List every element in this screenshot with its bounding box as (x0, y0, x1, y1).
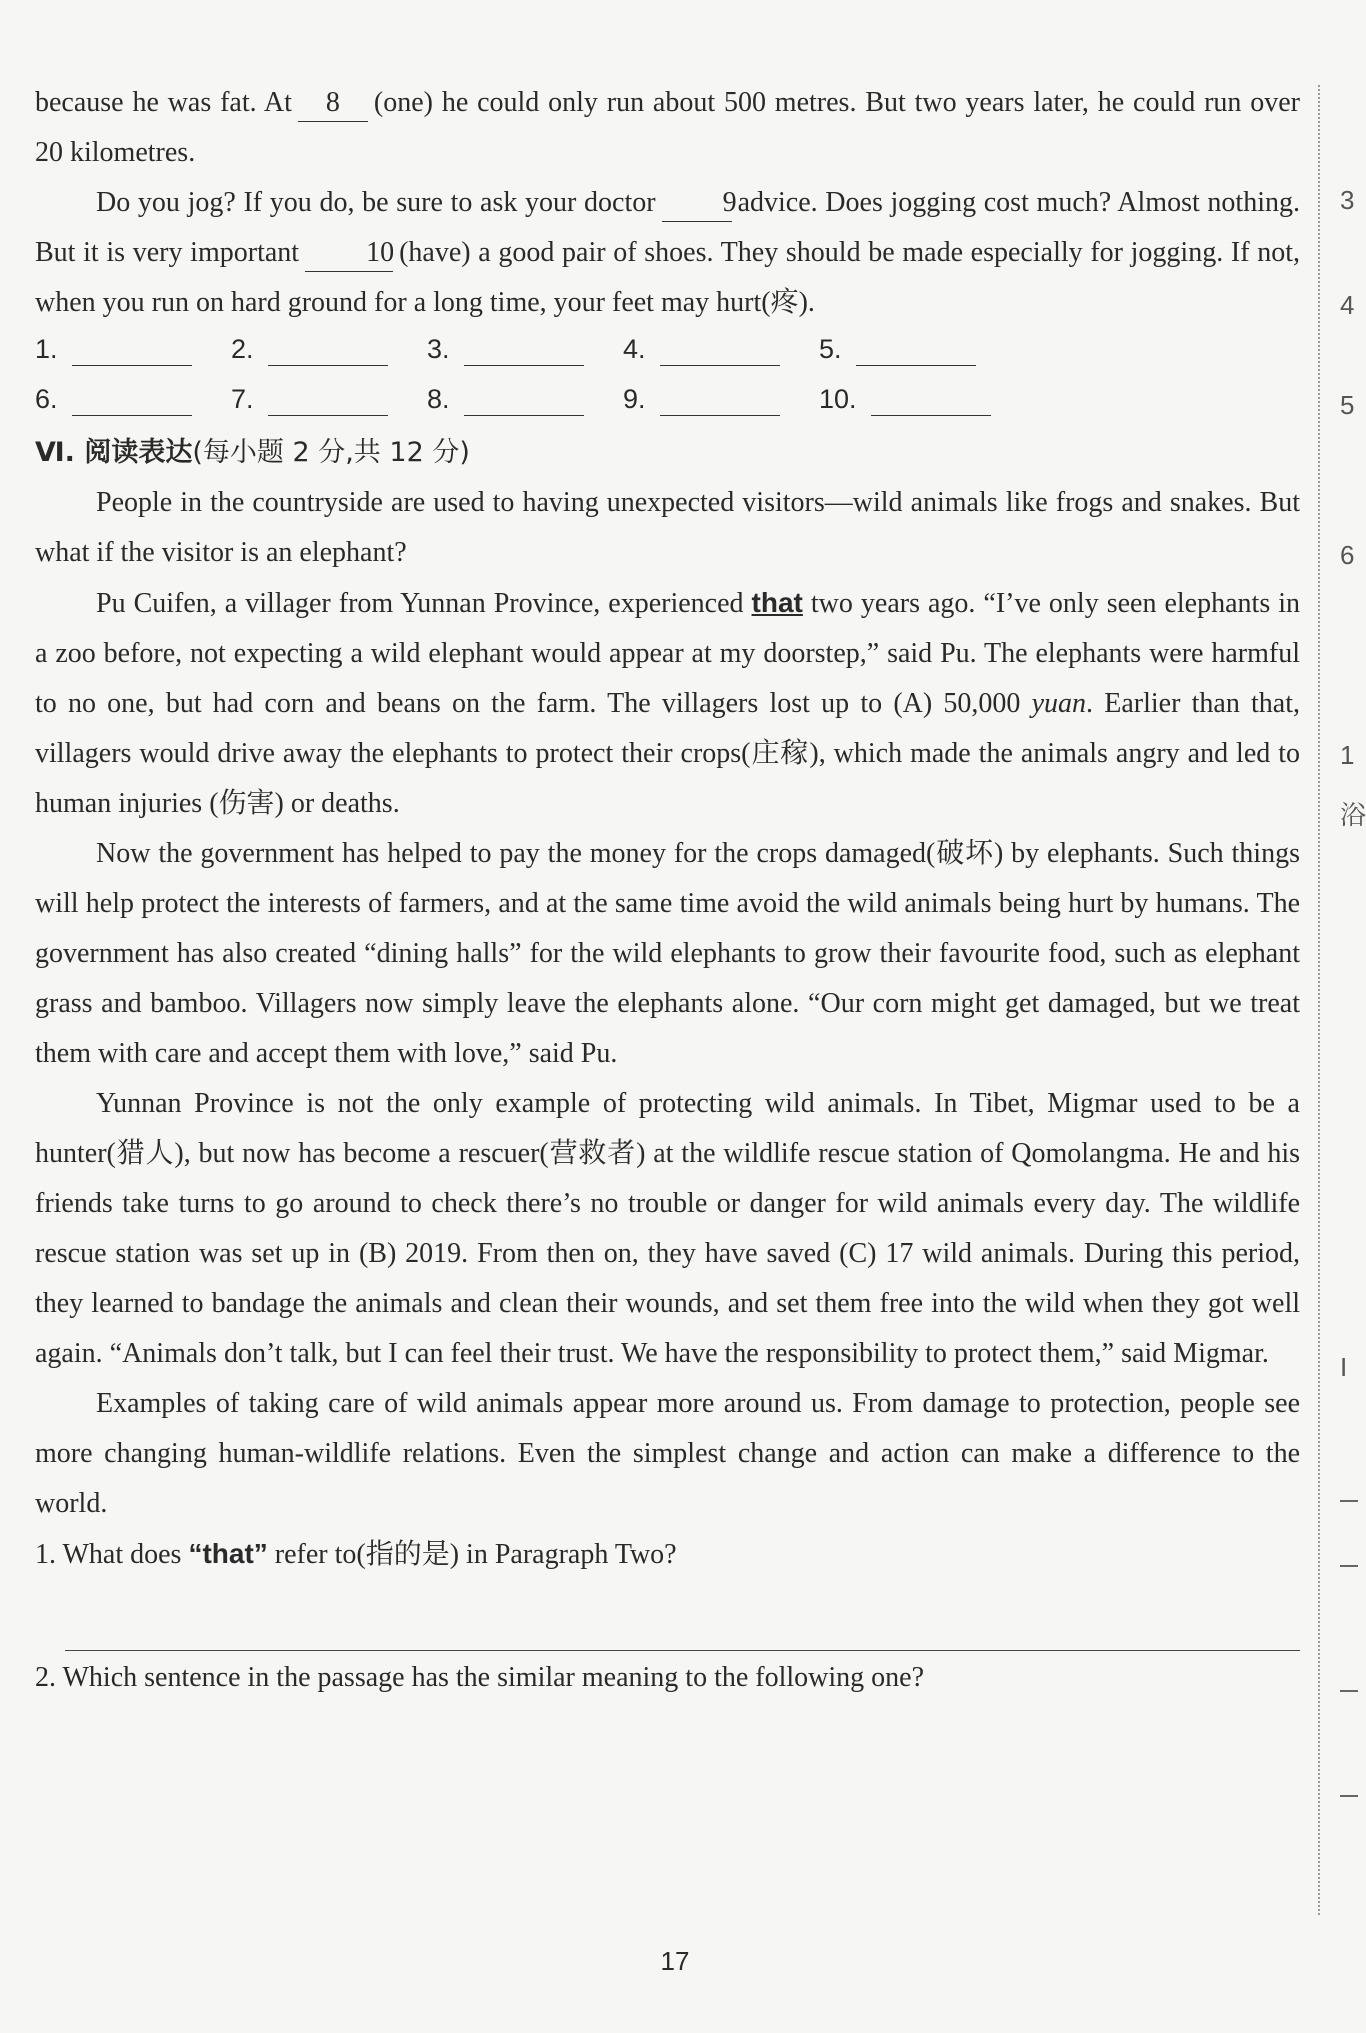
answer-slot[interactable]: 2. (231, 324, 427, 374)
paragraph-top-2: Do you jog? If you do, be sure to ask your doctor 9advice. Does jogging cost much? Almost nothing. But it is very important 10 (have) a good pair of shoes. They should be made especially for jogging. If not, when you run on hard ground for a long time, your feet may hurt(疼). (35, 187, 1301, 318)
paragraph-top-1: because he was fat. At 8 (one) he could only run about 500 metres. But two years later, he could run over 20 kilometres. (35, 87, 1300, 168)
right-edge-glyph: 1 (1340, 740, 1355, 770)
section-heading: Ⅵ. 阅读表达(每小题 2 分,共 12 分) (35, 437, 470, 468)
question-1: 1. What does “that” refer to(指的是) in Paragraph Two? (35, 1538, 677, 1570)
answer-row-1 (35, 328, 1300, 378)
answer-line[interactable] (856, 364, 976, 366)
answer-slot[interactable]: 8. (427, 374, 623, 424)
passage-paragraph-2: Pu Cuifen, a villager from Yunnan Province, experienced that two years ago. “I’ve only seen elephants in a zoo before, not expecting a wild elephant would appear at my doorstep,” said Pu. The elephants were harmful to no one, but had corn and beans on the farm. The villagers lost up to (A) 50,000 yuan. Earlier than that, villagers would drive away the elephants to protect their crops(庄稼), which made the animals angry and led to human injuries (伤害) or deaths. (35, 587, 1301, 819)
question-1-answer-line[interactable] (65, 1580, 1300, 1651)
right-edge-dash (1340, 1690, 1358, 1692)
right-edge-glyph: 4 (1340, 290, 1355, 320)
section-score: (每小题 2 分,共 12 分) (192, 437, 470, 468)
answer-line[interactable] (871, 414, 991, 416)
answer-line[interactable] (464, 364, 584, 366)
answer-slot[interactable]: 4. (623, 324, 819, 374)
passage-paragraph-1: People in the countryside are used to having unexpected visitors—wild animals like frogs and snakes. But what if the visitor is an elephant? (35, 487, 1300, 568)
italic-yuan: yuan (1031, 688, 1087, 719)
passage-paragraph-4: Yunnan Province is not the only example of protecting wild animals. In Tibet, Migmar used to be a hunter(猎人), but now has become a rescuer(营救者) at the wildlife rescue station of Qomolangma. He and his friends take turns to go around to check there’s no trouble or danger for wild animals every day. The wildlife rescue station was set up in (B) 2019. From then on, they have saved (C) 17 wild animals. During this period, they learned to bandage the animals and clean their wounds, and set them free into the wild when they got well again. “Animals don’t talk, but I can feel their trust. We have the responsibility to protect them,” said Migmar. (35, 1088, 1300, 1369)
page-number: 17 (660, 1946, 690, 1976)
answer-slot[interactable]: 7. (231, 374, 427, 424)
right-edge-dash (1340, 1795, 1358, 1797)
answer-slot[interactable]: 1. (35, 324, 231, 374)
right-edge-glyph: 5 (1340, 390, 1355, 420)
right-edge-glyph: 3 (1340, 185, 1355, 215)
question-1-keyword: “that” (188, 1538, 268, 1569)
answer-slot[interactable]: 6. (35, 374, 231, 424)
right-edge-glyph: I (1340, 1352, 1348, 1382)
answer-slot[interactable]: 10. (819, 374, 1015, 424)
blank-9[interactable]: 9 (662, 185, 732, 222)
keyword-that: that (751, 587, 803, 618)
question-2: 2. Which sentence in the passage has the similar meaning to the following one? (35, 1662, 925, 1693)
blank-10[interactable]: 10 (305, 235, 393, 272)
right-edge-glyph: 浴 (1340, 800, 1366, 830)
answer-line[interactable] (72, 414, 192, 416)
answer-line[interactable] (72, 364, 192, 366)
blank-8[interactable]: 8 (298, 85, 368, 122)
answer-slot[interactable]: 5. (819, 324, 1015, 374)
answer-line[interactable] (268, 364, 388, 366)
answer-line[interactable] (660, 364, 780, 366)
answer-row-2 (35, 378, 1300, 428)
answer-slot[interactable]: 3. (427, 324, 623, 374)
right-edge-dash (1340, 1500, 1358, 1502)
right-edge-glyph: 6 (1340, 540, 1355, 570)
passage-paragraph-5: Examples of taking care of wild animals appear more around us. From damage to protection, people see more changing human-wildlife relations. Even the simplest change and action can make a difference to the world. (35, 1388, 1300, 1519)
answer-slot[interactable]: 9. (623, 374, 819, 424)
page-content (35, 78, 1300, 1703)
column-divider (1318, 85, 1320, 1915)
answer-line[interactable] (464, 414, 584, 416)
passage-paragraph-3: Now the government has helped to pay the money for the crops damaged(破坏) by elephants. Such things will help protect the interests of farmers, and at the same time avoid the wild animals being hurt by humans. The government has also created “dining halls” for the wild elephants to grow their favourite food, such as elephant grass and bamboo. Villagers now simply leave the elephants alone. “Our corn might get damaged, but we treat them with care and accept them with love,” said Pu. (35, 838, 1300, 1069)
right-edge-dash (1340, 1565, 1358, 1567)
answer-line[interactable] (660, 414, 780, 416)
answer-line[interactable] (268, 414, 388, 416)
